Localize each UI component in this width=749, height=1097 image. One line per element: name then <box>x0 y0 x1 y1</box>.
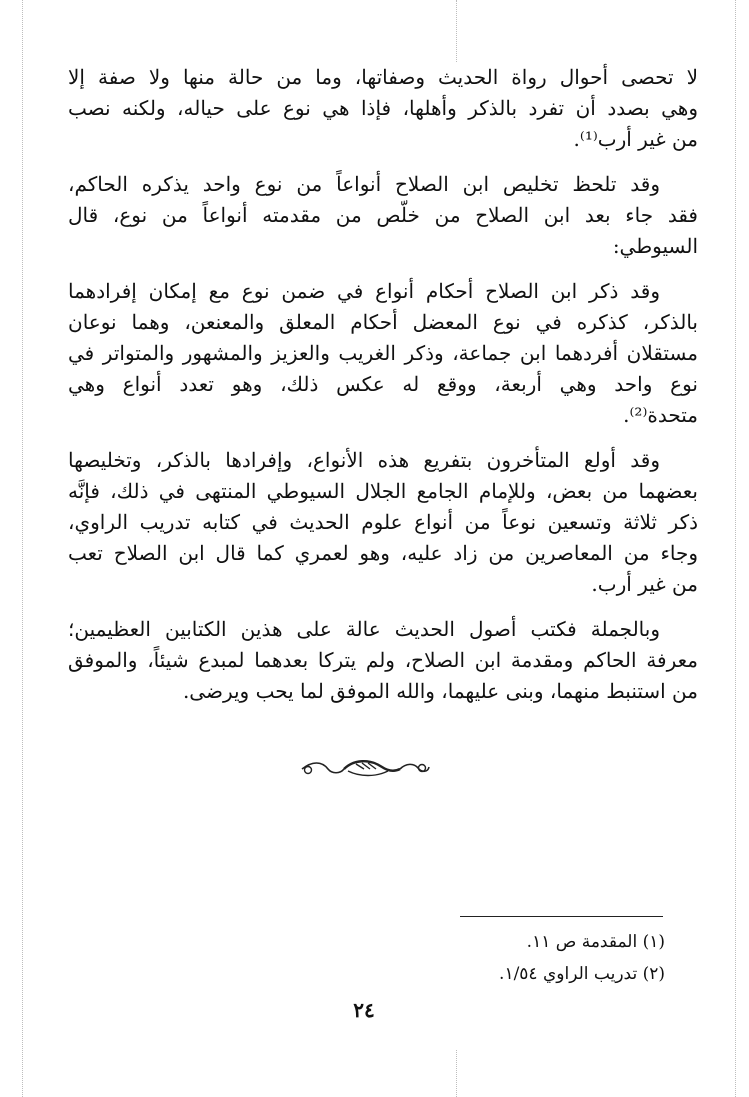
text-line: من غير أرب. <box>591 572 698 596</box>
text-line: مستقلان أفردهما ابن جماعة، وذكر الغريب والعزيز والمشهور والمتواتر في <box>68 341 698 365</box>
text-line: وبالجملة فكتب أصول الحديث عالة على هذين الكتابين العظيمين؛ <box>68 617 660 641</box>
scan-guide-right <box>735 0 736 1097</box>
footnote-2: (٢) تدريب الراوي ١/٥٤. <box>499 964 665 984</box>
text-line: فقد جاء بعد ابن الصلاح من خلّص من مقدمته أنواعاً من نوع، قال <box>68 203 698 227</box>
footnote-1: (١) المقدمة ص ١١. <box>526 932 665 952</box>
scan-guide-bottom <box>456 1050 457 1097</box>
text-line: معرفة الحاكم ومقدمة ابن الصلاح، ولم يتركا بعدهما لمبدع شيئاً، والموفق <box>68 648 698 672</box>
paragraph-2 <box>68 169 698 262</box>
footnotes <box>365 926 665 990</box>
scan-guide-left <box>22 0 23 1097</box>
footnote-separator <box>460 916 663 917</box>
paragraph-3 <box>68 276 698 431</box>
text-line: وقد ذكر ابن الصلاح أحكام أنواع في ضمن نوع مع إمكان إفرادهما <box>68 279 660 303</box>
paragraph-5 <box>68 614 698 707</box>
paragraph-4 <box>68 445 698 600</box>
text-line: السيوطي: <box>612 234 698 258</box>
paragraph-1 <box>68 62 698 155</box>
text-line: وجاء من المعاصرين من زاد عليه، وهو لعمري كما قال ابن الصلاح تعب <box>68 541 698 565</box>
text-line: لا تحصى أحوال رواة الحديث وصفاتها، وما من حالة منها ولا صفة إلا <box>68 65 698 89</box>
text-line: بالذكر، كذكره في نوع المعضل أحكام المعلق والمعنعن، وهما نوعان <box>68 310 698 334</box>
floral-divider-icon <box>298 755 433 781</box>
text-line: ذكر ثلاثة وتسعين نوعاً من أنواع علوم الحديث في كتابه تدريب الراوي، <box>68 510 698 534</box>
scan-guide-top <box>456 0 457 62</box>
text-line: من غير أرب⁽¹⁾. <box>573 127 698 151</box>
text-line: بعضهما من بعض، وللإمام الجامع الجلال السيوطي المنتهى في ذلك، فإنَّه <box>68 479 698 503</box>
page-body <box>68 62 698 721</box>
text-line: متحدة⁽²⁾. <box>623 403 698 427</box>
text-line: وقد أولع المتأخرون بتفريع هذه الأنواع، وإفرادها بالذكر، وتخليصها <box>68 448 660 472</box>
text-line: وهي بصدد أن تفرد بالذكر وأهلها، فإذا هي نوع على حياله، ولكنه نصب <box>68 96 698 120</box>
text-line: نوع واحد وهي أربعة، ووقع له عكس ذلك، وهو تعدد أنواع وهي <box>68 372 698 396</box>
text-line: من استنبط منهما، وبنى عليهما، والله الموفق لما يحب ويرضى. <box>182 679 698 703</box>
page-number: ٢٤ <box>353 998 375 1022</box>
text-line: وقد تلحظ تخليص ابن الصلاح أنواعاً من نوع واحد يذكره الحاكم، <box>68 172 660 196</box>
